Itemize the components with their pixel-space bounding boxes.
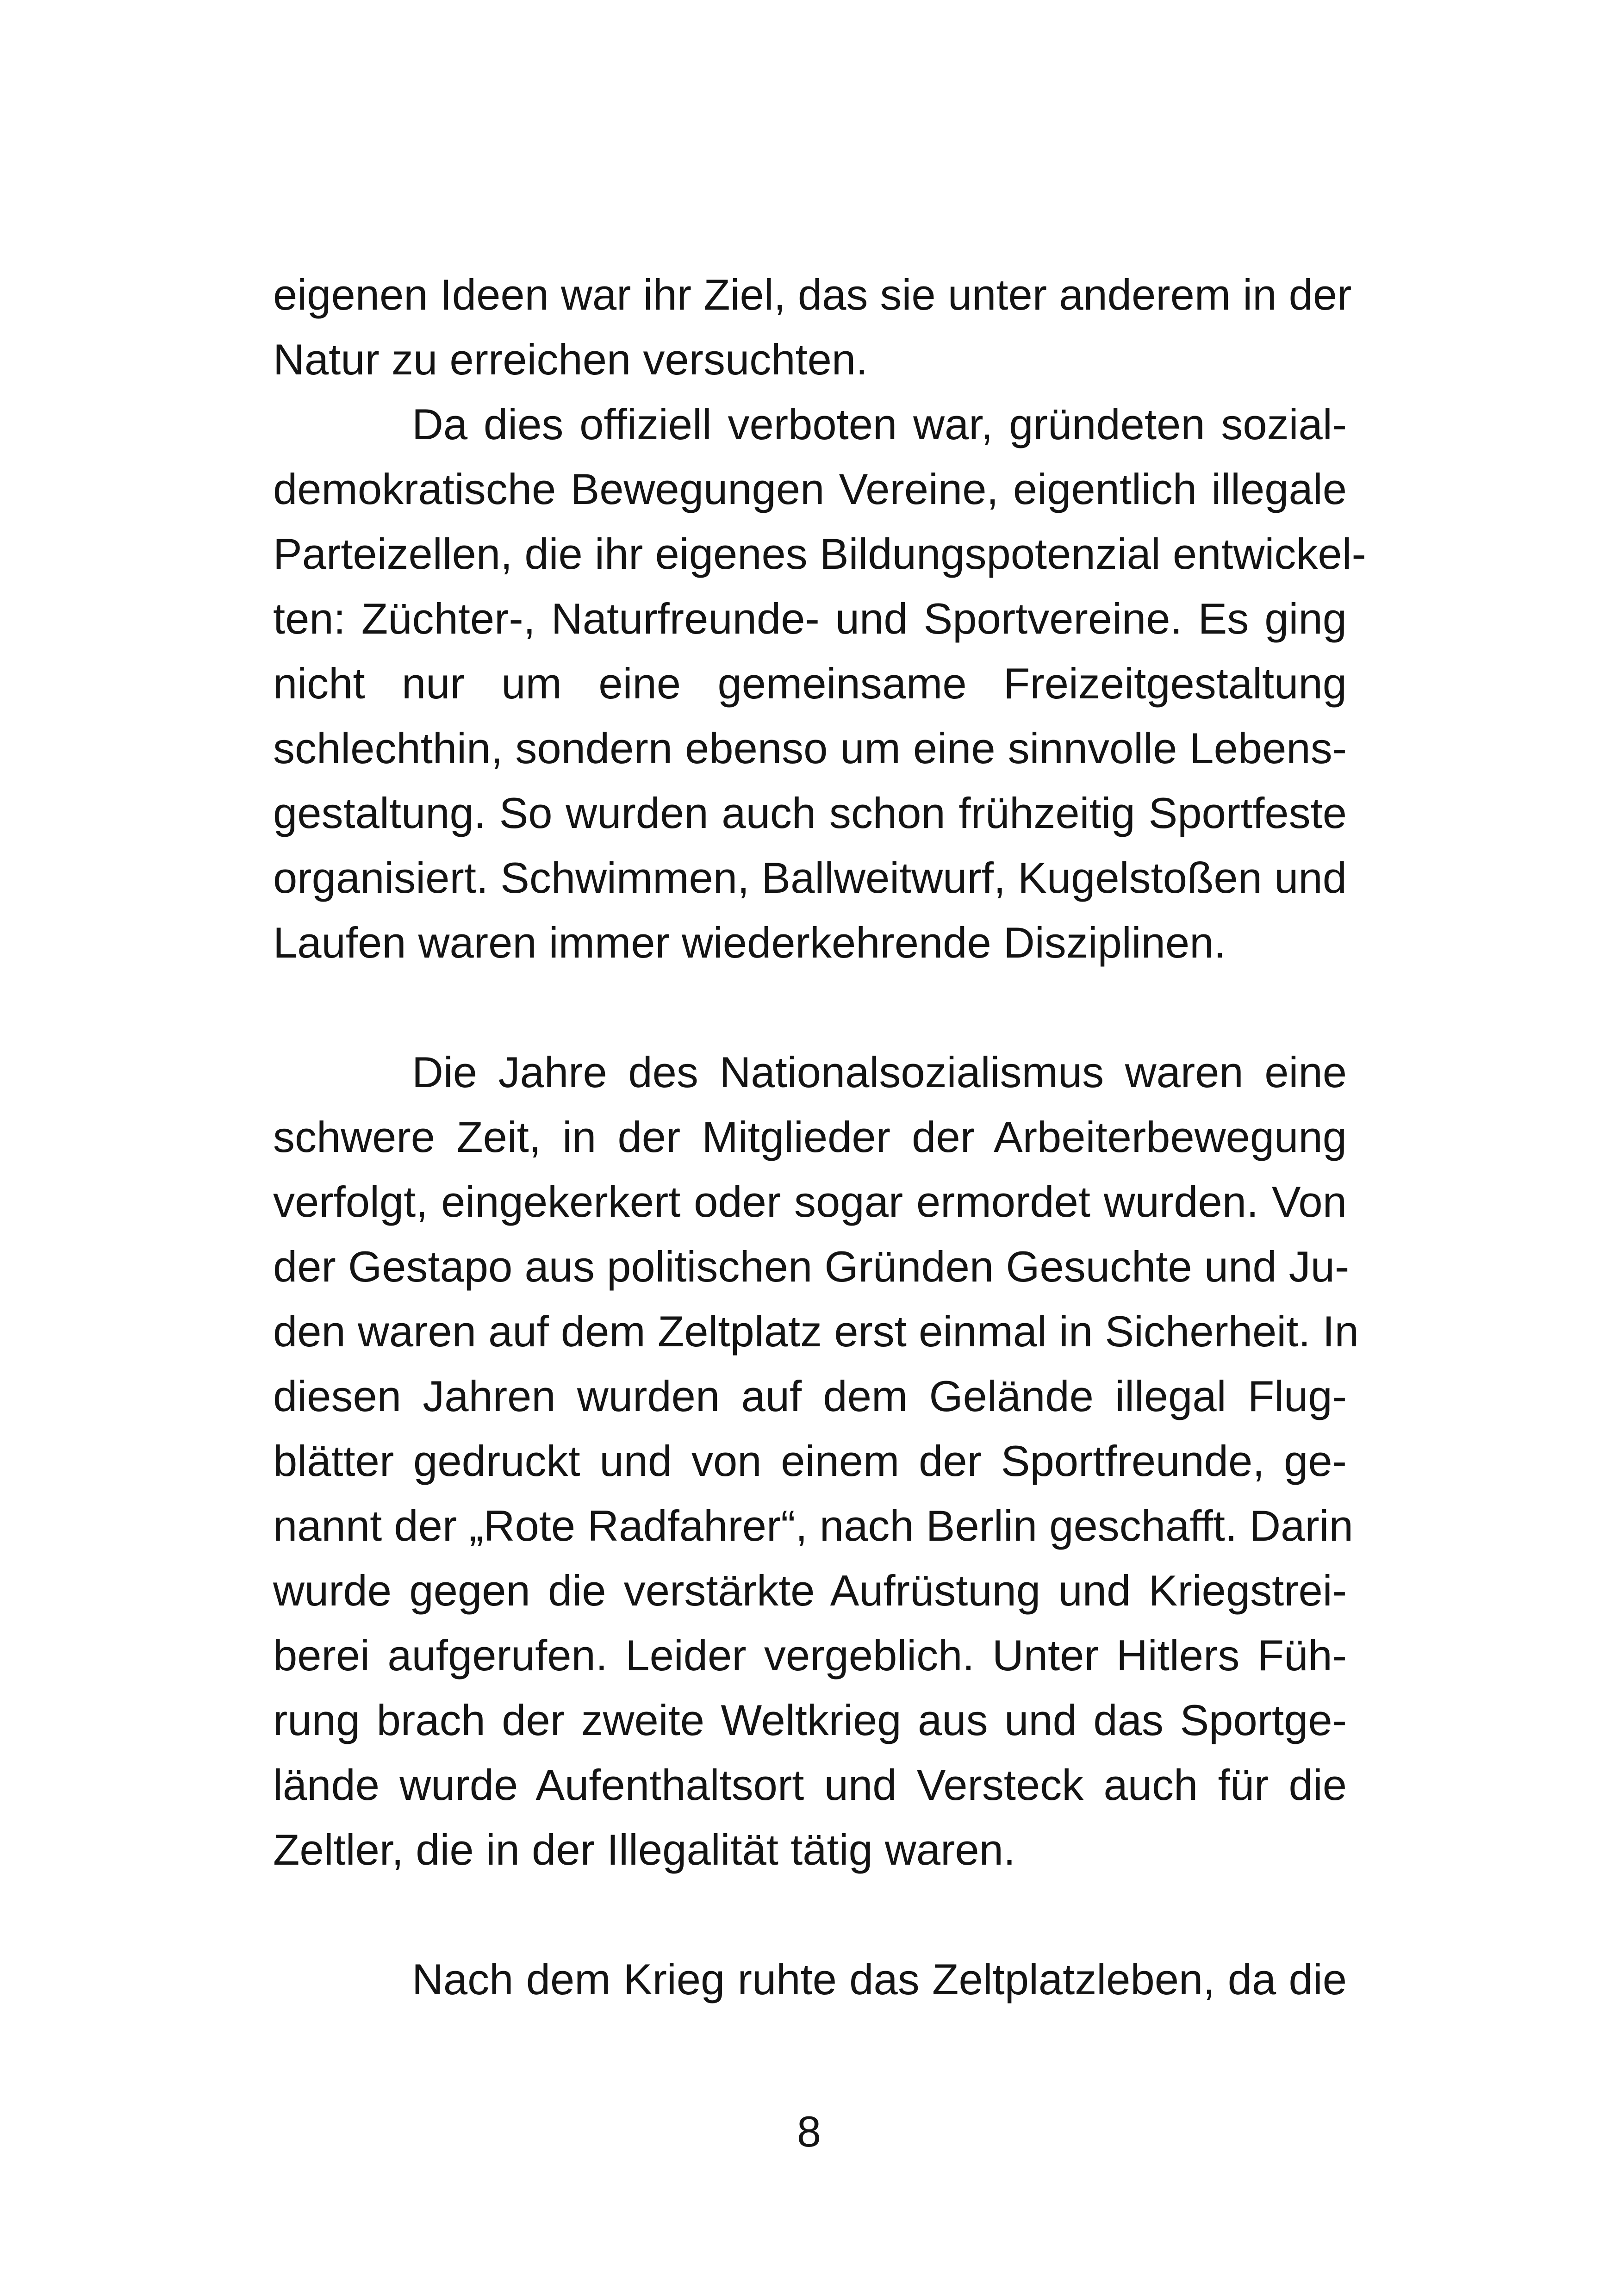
paragraph-2 — [273, 392, 1366, 975]
text-line: organisiert. Schwimmen, Ballweitwurf, Kugelstoßen und — [273, 853, 1347, 902]
paragraph-3 — [273, 1040, 1359, 1882]
paragraph-spacer — [273, 975, 1347, 1040]
text-line: Die Jahre des Nationalsozialismus waren eine — [412, 1048, 1347, 1096]
text-line: den waren auf dem Zeltplatz erst einmal in Sicherheit. In — [273, 1307, 1359, 1356]
paragraph-1 — [273, 262, 1352, 392]
text-line: Da dies offiziell verboten war, gründeten sozial- — [412, 400, 1347, 448]
text-line: Nach dem Krieg ruhte das Zeltplatzleben, da die — [412, 1955, 1347, 2004]
paragraph-4 — [273, 1947, 1347, 2012]
text-line: schlechthin, sondern ebenso um eine sinnvolle Lebens- — [273, 724, 1347, 772]
text-line: der Gestapo aus politischen Gründen Gesuchte und Ju- — [273, 1242, 1350, 1291]
text-line: Zeltler, die in der Illegalität tätig waren. — [273, 1825, 1016, 1874]
text-line: verfolgt, eingekerkert oder sogar ermordet wurden. Von — [273, 1177, 1347, 1226]
text-line: rung brach der zweite Weltkrieg aus und das Sportge- — [273, 1696, 1347, 1744]
text-line: nicht nur um eine gemeinsame Freizeitgestaltung — [273, 659, 1347, 708]
text-line: Natur zu erreichen versuchten. — [273, 335, 868, 384]
text-line: lände wurde Aufenthaltsort und Versteck auch für die — [273, 1761, 1347, 1809]
text-line: Parteizellen, die ihr eigenes Bildungspotenzial entwickel- — [273, 529, 1366, 578]
page-number: 8 — [797, 2107, 821, 2156]
text-line: blätter gedruckt und von einem der Sportfreunde, ge- — [273, 1437, 1347, 1485]
text-line: Laufen waren immer wiederkehrende Disziplinen. — [273, 918, 1226, 967]
body-text — [273, 262, 1366, 2012]
text-line: schwere Zeit, in der Mitglieder der Arbeiterbewegung — [273, 1113, 1347, 1161]
text-line: berei aufgerufen. Leider vergeblich. Unter Hitlers Füh- — [273, 1631, 1347, 1680]
text-line: wurde gegen die verstärkte Aufrüstung und Kriegstrei- — [273, 1566, 1347, 1615]
text-line: nannt der „Rote Radfahrer“, nach Berlin geschafft. Darin — [273, 1501, 1353, 1550]
text-line: gestaltung. So wurden auch schon frühzeitig Sportfeste — [273, 789, 1347, 837]
paragraph-spacer — [273, 1882, 1347, 1947]
text-line: diesen Jahren wurden auf dem Gelände illegal Flug- — [273, 1372, 1347, 1420]
text-line: ten: Züchter-, Naturfreunde- und Sportvereine. Es ging — [273, 594, 1347, 643]
text-line: eigenen Ideen war ihr Ziel, das sie unter anderem in der — [273, 270, 1352, 319]
text-line: demokratische Bewegungen Vereine, eigentlich illegale — [273, 465, 1347, 513]
